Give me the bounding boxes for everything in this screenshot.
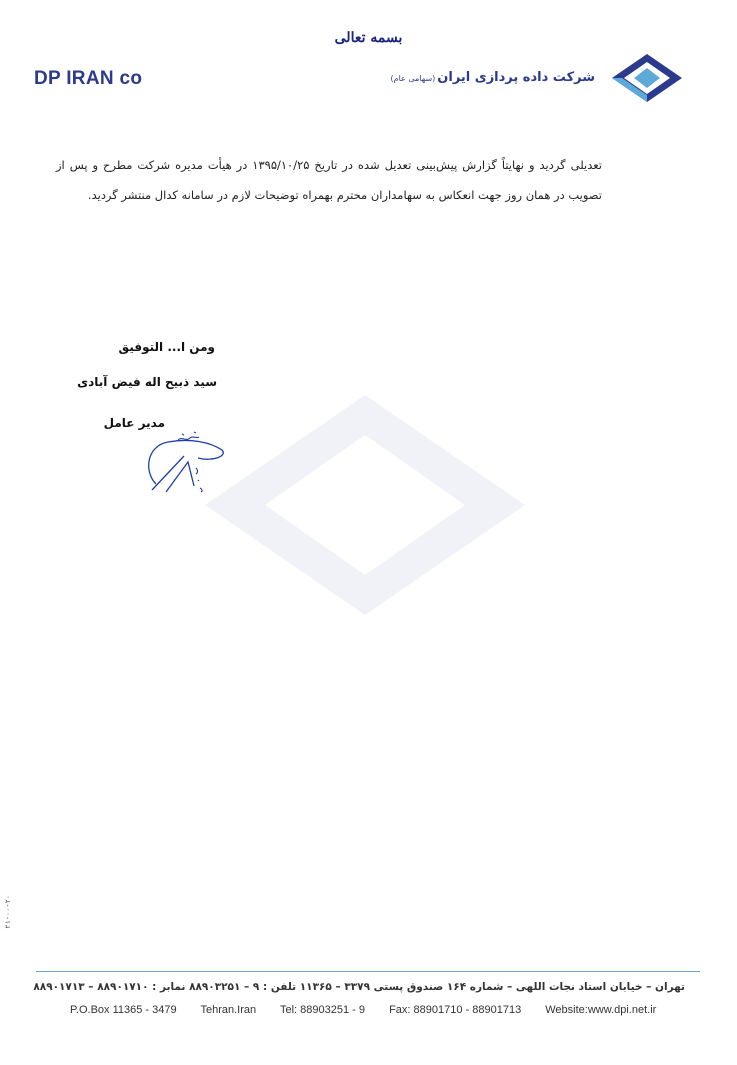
brand-name-english: DP IRAN co bbox=[34, 68, 143, 89]
company-name-persian bbox=[391, 70, 595, 85]
signer-title: مدیر عامل bbox=[103, 416, 165, 430]
watermark-logo-icon bbox=[200, 390, 530, 620]
footer-city: Tehran.Iran bbox=[200, 1004, 257, 1016]
body-paragraph: تعدیلی گردید و نهایتاً گزارش پیش‌بینی تعدیل شده در تاریخ ۱۳۹۵/۱۰/۲۵ در هیأت مدیره شرکت مطرح و پس از تصویب در همان روز جهت انعکاس به سهامداران محترم بهمراه توضیحات لازم در سامانه کدال منتشر گردید. bbox=[56, 158, 603, 202]
footer-fax: Fax: 88901710 - 88901713 bbox=[389, 1004, 522, 1016]
document-reference-code: ۲۱-۰۰-۲۰ bbox=[4, 895, 12, 929]
closing-phrase: ومن ا... التوفیق bbox=[118, 340, 215, 354]
handwritten-signature-icon bbox=[138, 428, 230, 500]
bismillah-heading: بسمه تعالی bbox=[334, 30, 403, 46]
company-name: شرکت داده پردازی ایران bbox=[437, 70, 595, 85]
footer-contact-english bbox=[70, 1004, 670, 1016]
footer-tel: Tel: 88903251 - 9 bbox=[280, 1004, 366, 1016]
footer-website: Website:www.dpi.net.ir bbox=[545, 1004, 657, 1016]
footer-divider bbox=[36, 971, 700, 972]
company-logo-icon bbox=[608, 52, 686, 104]
signer-name: سید ذبیح اله فیض آبادی bbox=[77, 375, 217, 389]
footer-address-persian: تهران – خیابان استاد نجات اللهی – شماره ۱۶۴ صندوق پستی ۳۳۷۹ – ۱۱۳۶۵ تلفن : ۹ – ۸۸۹۰۳۲۵۱ نمابر : ۸۸۹۰۱۷۱۰ – ۸۸۹۰۱۷۱۳ bbox=[33, 981, 685, 993]
letter-body bbox=[56, 150, 602, 210]
footer-pobox: P.O.Box 11365 - 3479 bbox=[70, 1004, 177, 1016]
company-type: (سهامی عام) bbox=[390, 74, 436, 83]
